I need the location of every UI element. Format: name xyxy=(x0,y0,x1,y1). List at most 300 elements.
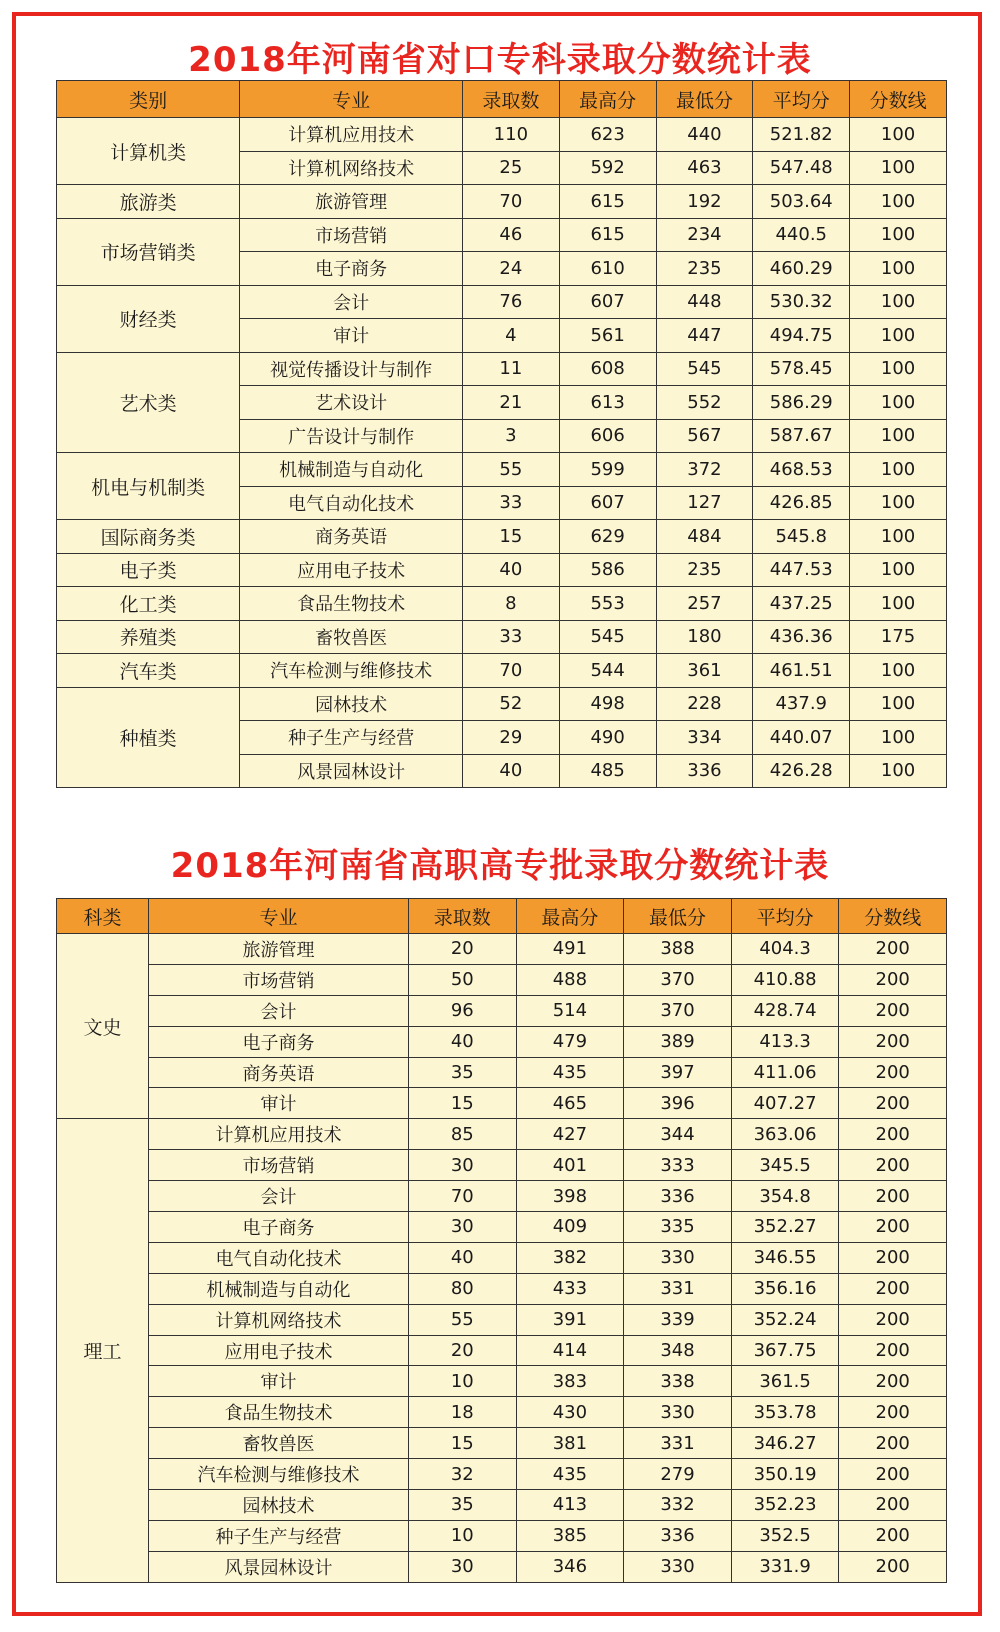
admission-table-vocational xyxy=(56,80,947,788)
table-row xyxy=(57,654,947,688)
value-cell: 567 xyxy=(656,419,753,453)
value-cell: 228 xyxy=(656,687,753,721)
value-cell: 257 xyxy=(656,587,753,621)
value-cell: 336 xyxy=(624,1520,732,1551)
value-cell: 200 xyxy=(839,964,947,995)
value-cell: 339 xyxy=(624,1304,732,1335)
value-cell: 413 xyxy=(516,1490,624,1521)
major-cell: 食品生物技术 xyxy=(240,587,463,621)
value-cell: 30 xyxy=(409,1551,517,1582)
value-cell: 440.5 xyxy=(753,218,850,252)
value-cell: 367.75 xyxy=(731,1335,839,1366)
value-cell: 33 xyxy=(462,486,559,520)
major-cell: 旅游管理 xyxy=(240,185,463,219)
major-cell: 园林技术 xyxy=(148,1490,408,1521)
major-cell: 汽车检测与维修技术 xyxy=(148,1459,408,1490)
value-cell: 613 xyxy=(559,386,656,420)
value-cell: 426.28 xyxy=(753,754,850,788)
value-cell: 200 xyxy=(839,1242,947,1273)
value-cell: 345.5 xyxy=(731,1150,839,1181)
value-cell: 350.19 xyxy=(731,1459,839,1490)
value-cell: 381 xyxy=(516,1428,624,1459)
table2-body xyxy=(57,934,947,1583)
value-cell: 100 xyxy=(850,553,947,587)
value-cell: 397 xyxy=(624,1057,732,1088)
value-cell: 96 xyxy=(409,995,517,1026)
value-cell: 468.53 xyxy=(753,453,850,487)
major-cell: 审计 xyxy=(148,1366,408,1397)
value-cell: 552 xyxy=(656,386,753,420)
value-cell: 553 xyxy=(559,587,656,621)
value-cell: 335 xyxy=(624,1212,732,1243)
table-row xyxy=(57,1335,947,1366)
category-cell: 汽车类 xyxy=(57,654,240,688)
value-cell: 336 xyxy=(656,754,753,788)
value-cell: 361 xyxy=(656,654,753,688)
value-cell: 586.29 xyxy=(753,386,850,420)
value-cell: 401 xyxy=(516,1150,624,1181)
value-cell: 370 xyxy=(624,964,732,995)
value-cell: 100 xyxy=(850,587,947,621)
table-row xyxy=(57,995,947,1026)
major-cell: 视觉传播设计与制作 xyxy=(240,352,463,386)
table-row xyxy=(57,1520,947,1551)
value-cell: 363.06 xyxy=(731,1119,839,1150)
category-cell: 种植类 xyxy=(57,687,240,788)
table-row xyxy=(57,1397,947,1428)
value-cell: 484 xyxy=(656,520,753,554)
category-cell: 市场营销类 xyxy=(57,218,240,285)
major-cell: 应用电子技术 xyxy=(240,553,463,587)
value-cell: 330 xyxy=(624,1242,732,1273)
value-cell: 40 xyxy=(409,1026,517,1057)
value-cell: 330 xyxy=(624,1397,732,1428)
major-cell: 电气自动化技术 xyxy=(148,1242,408,1273)
value-cell: 70 xyxy=(462,185,559,219)
value-cell: 20 xyxy=(409,1335,517,1366)
value-cell: 200 xyxy=(839,1490,947,1521)
table2-title: 2018年河南省高职高专批录取分数统计表 xyxy=(170,846,830,886)
value-cell: 100 xyxy=(850,453,947,487)
major-cell: 会计 xyxy=(148,1181,408,1212)
table-row xyxy=(57,1490,947,1521)
major-cell: 种子生产与经营 xyxy=(240,721,463,755)
value-cell: 440.07 xyxy=(753,721,850,755)
major-cell: 计算机应用技术 xyxy=(148,1119,408,1150)
value-cell: 100 xyxy=(850,721,947,755)
value-cell: 599 xyxy=(559,453,656,487)
table-row xyxy=(57,520,947,554)
value-cell: 331 xyxy=(624,1273,732,1304)
column-header: 专业 xyxy=(148,899,408,934)
column-header: 分数线 xyxy=(839,899,947,934)
value-cell: 608 xyxy=(559,352,656,386)
value-cell: 430 xyxy=(516,1397,624,1428)
major-cell: 电子商务 xyxy=(148,1026,408,1057)
value-cell: 448 xyxy=(656,285,753,319)
table-row xyxy=(57,185,947,219)
value-cell: 344 xyxy=(624,1119,732,1150)
category-cell: 国际商务类 xyxy=(57,520,240,554)
value-cell: 20 xyxy=(409,934,517,965)
value-cell: 30 xyxy=(409,1150,517,1181)
column-header: 平均分 xyxy=(731,899,839,934)
major-cell: 计算机网络技术 xyxy=(240,151,463,185)
table-row xyxy=(57,1026,947,1057)
value-cell: 410.88 xyxy=(731,964,839,995)
value-cell: 545 xyxy=(559,620,656,654)
value-cell: 333 xyxy=(624,1150,732,1181)
category-cell: 财经类 xyxy=(57,285,240,352)
value-cell: 192 xyxy=(656,185,753,219)
major-cell: 机械制造与自动化 xyxy=(148,1273,408,1304)
value-cell: 465 xyxy=(516,1088,624,1119)
value-cell: 479 xyxy=(516,1026,624,1057)
value-cell: 404.3 xyxy=(731,934,839,965)
table-row xyxy=(57,1150,947,1181)
major-cell: 计算机应用技术 xyxy=(240,118,463,152)
value-cell: 127 xyxy=(656,486,753,520)
table-row xyxy=(57,1181,947,1212)
value-cell: 352.27 xyxy=(731,1212,839,1243)
value-cell: 200 xyxy=(839,1335,947,1366)
value-cell: 607 xyxy=(559,285,656,319)
value-cell: 331 xyxy=(624,1428,732,1459)
column-header: 录取数 xyxy=(462,81,559,118)
value-cell: 330 xyxy=(624,1551,732,1582)
table-row xyxy=(57,218,947,252)
value-cell: 18 xyxy=(409,1397,517,1428)
value-cell: 382 xyxy=(516,1242,624,1273)
column-header: 类别 xyxy=(57,81,240,118)
value-cell: 398 xyxy=(516,1181,624,1212)
value-cell: 437.25 xyxy=(753,587,850,621)
value-cell: 413.3 xyxy=(731,1026,839,1057)
major-cell: 电子商务 xyxy=(240,252,463,286)
table-row xyxy=(57,118,947,152)
major-cell: 园林技术 xyxy=(240,687,463,721)
value-cell: 100 xyxy=(850,654,947,688)
table1-header-row xyxy=(57,81,947,118)
major-cell: 计算机网络技术 xyxy=(148,1304,408,1335)
table2-header-row xyxy=(57,899,947,934)
value-cell: 76 xyxy=(462,285,559,319)
value-cell: 100 xyxy=(850,252,947,286)
value-cell: 100 xyxy=(850,352,947,386)
value-cell: 435 xyxy=(516,1459,624,1490)
column-header: 最低分 xyxy=(656,81,753,118)
value-cell: 55 xyxy=(462,453,559,487)
value-cell: 488 xyxy=(516,964,624,995)
value-cell: 175 xyxy=(850,620,947,654)
value-cell: 352.24 xyxy=(731,1304,839,1335)
value-cell: 361.5 xyxy=(731,1366,839,1397)
major-cell: 畜牧兽医 xyxy=(240,620,463,654)
value-cell: 25 xyxy=(462,151,559,185)
value-cell: 436.36 xyxy=(753,620,850,654)
value-cell: 40 xyxy=(462,754,559,788)
major-cell: 商务英语 xyxy=(240,520,463,554)
value-cell: 35 xyxy=(409,1057,517,1088)
value-cell: 29 xyxy=(462,721,559,755)
major-cell: 食品生物技术 xyxy=(148,1397,408,1428)
major-cell: 市场营销 xyxy=(148,964,408,995)
value-cell: 498 xyxy=(559,687,656,721)
value-cell: 200 xyxy=(839,1119,947,1150)
value-cell: 437.9 xyxy=(753,687,850,721)
table-row xyxy=(57,1057,947,1088)
value-cell: 234 xyxy=(656,218,753,252)
value-cell: 52 xyxy=(462,687,559,721)
value-cell: 530.32 xyxy=(753,285,850,319)
major-cell: 电子商务 xyxy=(148,1212,408,1243)
value-cell: 545 xyxy=(656,352,753,386)
table-row xyxy=(57,587,947,621)
value-cell: 200 xyxy=(839,1181,947,1212)
admission-table-higher-vocational xyxy=(56,898,947,1583)
value-cell: 561 xyxy=(559,319,656,353)
column-header: 录取数 xyxy=(409,899,517,934)
value-cell: 545.8 xyxy=(753,520,850,554)
value-cell: 547.48 xyxy=(753,151,850,185)
major-cell: 风景园林设计 xyxy=(240,754,463,788)
major-cell: 广告设计与制作 xyxy=(240,419,463,453)
major-cell: 电气自动化技术 xyxy=(240,486,463,520)
value-cell: 615 xyxy=(559,218,656,252)
column-header: 专业 xyxy=(240,81,463,118)
major-cell: 种子生产与经营 xyxy=(148,1520,408,1551)
major-cell: 应用电子技术 xyxy=(148,1335,408,1366)
value-cell: 447.53 xyxy=(753,553,850,587)
value-cell: 40 xyxy=(409,1242,517,1273)
value-cell: 607 xyxy=(559,486,656,520)
major-cell: 艺术设计 xyxy=(240,386,463,420)
table1-title: 2018年河南省对口专科录取分数统计表 xyxy=(188,40,812,80)
value-cell: 615 xyxy=(559,185,656,219)
value-cell: 388 xyxy=(624,934,732,965)
value-cell: 352.23 xyxy=(731,1490,839,1521)
value-cell: 346 xyxy=(516,1551,624,1582)
value-cell: 40 xyxy=(462,553,559,587)
value-cell: 592 xyxy=(559,151,656,185)
value-cell: 30 xyxy=(409,1212,517,1243)
major-cell: 会计 xyxy=(240,285,463,319)
value-cell: 100 xyxy=(850,319,947,353)
value-cell: 389 xyxy=(624,1026,732,1057)
category-cell: 文史 xyxy=(57,934,149,1119)
value-cell: 407.27 xyxy=(731,1088,839,1119)
table-row xyxy=(57,285,947,319)
value-cell: 463 xyxy=(656,151,753,185)
value-cell: 50 xyxy=(409,964,517,995)
value-cell: 440 xyxy=(656,118,753,152)
category-cell: 艺术类 xyxy=(57,352,240,453)
value-cell: 372 xyxy=(656,453,753,487)
column-header: 科类 xyxy=(57,899,149,934)
value-cell: 180 xyxy=(656,620,753,654)
table-row xyxy=(57,934,947,965)
column-header: 分数线 xyxy=(850,81,947,118)
table1-body xyxy=(57,118,947,788)
value-cell: 70 xyxy=(409,1181,517,1212)
value-cell: 353.78 xyxy=(731,1397,839,1428)
value-cell: 485 xyxy=(559,754,656,788)
value-cell: 4 xyxy=(462,319,559,353)
major-cell: 审计 xyxy=(148,1088,408,1119)
value-cell: 414 xyxy=(516,1335,624,1366)
value-cell: 427 xyxy=(516,1119,624,1150)
value-cell: 447 xyxy=(656,319,753,353)
category-cell: 旅游类 xyxy=(57,185,240,219)
major-cell: 市场营销 xyxy=(148,1150,408,1181)
value-cell: 490 xyxy=(559,721,656,755)
value-cell: 409 xyxy=(516,1212,624,1243)
value-cell: 610 xyxy=(559,252,656,286)
value-cell: 46 xyxy=(462,218,559,252)
value-cell: 32 xyxy=(409,1459,517,1490)
value-cell: 10 xyxy=(409,1366,517,1397)
major-cell: 会计 xyxy=(148,995,408,1026)
value-cell: 503.64 xyxy=(753,185,850,219)
value-cell: 235 xyxy=(656,252,753,286)
value-cell: 21 xyxy=(462,386,559,420)
table-row xyxy=(57,620,947,654)
category-cell: 电子类 xyxy=(57,553,240,587)
table-row xyxy=(57,1212,947,1243)
value-cell: 606 xyxy=(559,419,656,453)
major-cell: 旅游管理 xyxy=(148,934,408,965)
value-cell: 15 xyxy=(409,1088,517,1119)
value-cell: 200 xyxy=(839,1057,947,1088)
value-cell: 514 xyxy=(516,995,624,1026)
major-cell: 审计 xyxy=(240,319,463,353)
value-cell: 396 xyxy=(624,1088,732,1119)
table-row xyxy=(57,1088,947,1119)
value-cell: 348 xyxy=(624,1335,732,1366)
major-cell: 风景园林设计 xyxy=(148,1551,408,1582)
value-cell: 428.74 xyxy=(731,995,839,1026)
value-cell: 200 xyxy=(839,1459,947,1490)
value-cell: 629 xyxy=(559,520,656,554)
value-cell: 200 xyxy=(839,1397,947,1428)
value-cell: 10 xyxy=(409,1520,517,1551)
value-cell: 100 xyxy=(850,118,947,152)
value-cell: 80 xyxy=(409,1273,517,1304)
value-cell: 521.82 xyxy=(753,118,850,152)
value-cell: 336 xyxy=(624,1181,732,1212)
value-cell: 235 xyxy=(656,553,753,587)
table-row xyxy=(57,1428,947,1459)
value-cell: 100 xyxy=(850,285,947,319)
value-cell: 200 xyxy=(839,1366,947,1397)
value-cell: 460.29 xyxy=(753,252,850,286)
value-cell: 200 xyxy=(839,1520,947,1551)
major-cell: 畜牧兽医 xyxy=(148,1428,408,1459)
table-row xyxy=(57,553,947,587)
value-cell: 70 xyxy=(462,654,559,688)
value-cell: 55 xyxy=(409,1304,517,1335)
value-cell: 426.85 xyxy=(753,486,850,520)
column-header: 平均分 xyxy=(753,81,850,118)
value-cell: 100 xyxy=(850,419,947,453)
value-cell: 346.55 xyxy=(731,1242,839,1273)
table-row xyxy=(57,1273,947,1304)
category-cell: 机电与机制类 xyxy=(57,453,240,520)
value-cell: 110 xyxy=(462,118,559,152)
value-cell: 491 xyxy=(516,934,624,965)
value-cell: 200 xyxy=(839,1551,947,1582)
table-row xyxy=(57,1304,947,1335)
column-header: 最高分 xyxy=(559,81,656,118)
value-cell: 200 xyxy=(839,995,947,1026)
table-row xyxy=(57,964,947,995)
value-cell: 100 xyxy=(850,754,947,788)
value-cell: 24 xyxy=(462,252,559,286)
value-cell: 623 xyxy=(559,118,656,152)
value-cell: 370 xyxy=(624,995,732,1026)
value-cell: 587.67 xyxy=(753,419,850,453)
value-cell: 15 xyxy=(462,520,559,554)
value-cell: 200 xyxy=(839,1088,947,1119)
table-row xyxy=(57,1459,947,1490)
value-cell: 100 xyxy=(850,687,947,721)
value-cell: 338 xyxy=(624,1366,732,1397)
category-cell: 化工类 xyxy=(57,587,240,621)
major-cell: 商务英语 xyxy=(148,1057,408,1088)
value-cell: 200 xyxy=(839,934,947,965)
value-cell: 354.8 xyxy=(731,1181,839,1212)
value-cell: 433 xyxy=(516,1273,624,1304)
value-cell: 100 xyxy=(850,151,947,185)
value-cell: 461.51 xyxy=(753,654,850,688)
value-cell: 334 xyxy=(656,721,753,755)
table-row xyxy=(57,687,947,721)
value-cell: 100 xyxy=(850,218,947,252)
value-cell: 15 xyxy=(409,1428,517,1459)
value-cell: 494.75 xyxy=(753,319,850,353)
value-cell: 100 xyxy=(850,185,947,219)
table-row xyxy=(57,1366,947,1397)
major-cell: 机械制造与自动化 xyxy=(240,453,463,487)
value-cell: 200 xyxy=(839,1273,947,1304)
value-cell: 8 xyxy=(462,587,559,621)
category-cell: 计算机类 xyxy=(57,118,240,185)
major-cell: 市场营销 xyxy=(240,218,463,252)
value-cell: 279 xyxy=(624,1459,732,1490)
value-cell: 33 xyxy=(462,620,559,654)
value-cell: 544 xyxy=(559,654,656,688)
column-header: 最高分 xyxy=(516,899,624,934)
value-cell: 578.45 xyxy=(753,352,850,386)
value-cell: 3 xyxy=(462,419,559,453)
value-cell: 100 xyxy=(850,520,947,554)
value-cell: 200 xyxy=(839,1428,947,1459)
major-cell: 汽车检测与维修技术 xyxy=(240,654,463,688)
value-cell: 200 xyxy=(839,1304,947,1335)
value-cell: 385 xyxy=(516,1520,624,1551)
value-cell: 35 xyxy=(409,1490,517,1521)
value-cell: 352.5 xyxy=(731,1520,839,1551)
value-cell: 391 xyxy=(516,1304,624,1335)
value-cell: 332 xyxy=(624,1490,732,1521)
value-cell: 346.27 xyxy=(731,1428,839,1459)
table-row xyxy=(57,352,947,386)
value-cell: 331.9 xyxy=(731,1551,839,1582)
value-cell: 435 xyxy=(516,1057,624,1088)
value-cell: 411.06 xyxy=(731,1057,839,1088)
value-cell: 383 xyxy=(516,1366,624,1397)
category-cell: 理工 xyxy=(57,1119,149,1582)
